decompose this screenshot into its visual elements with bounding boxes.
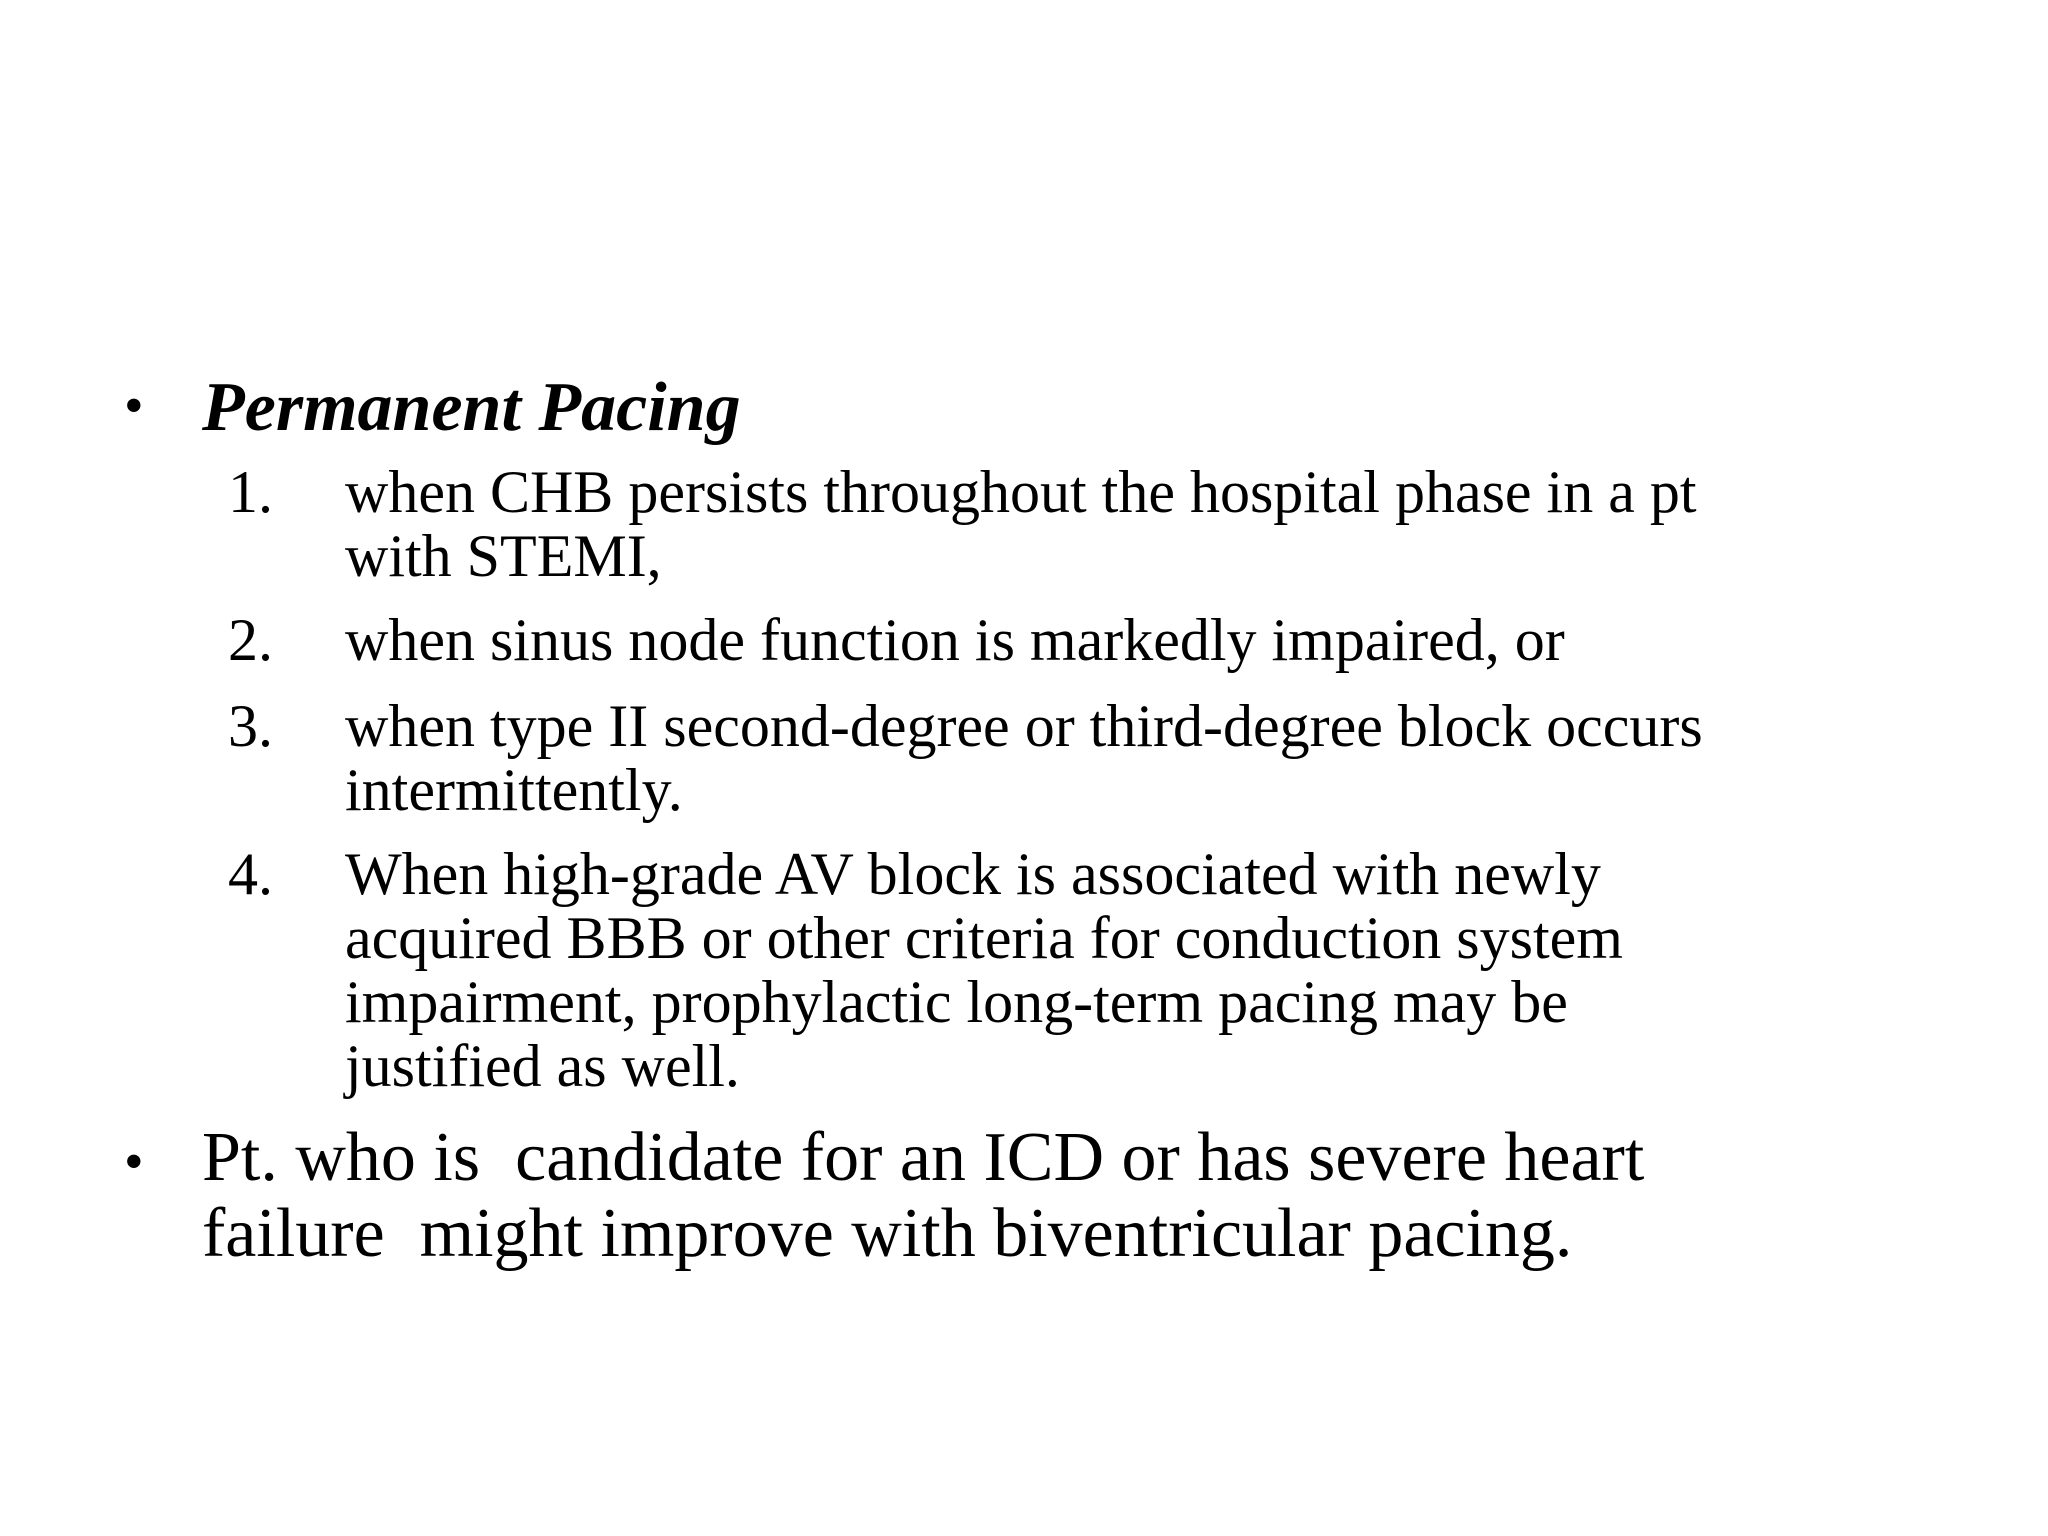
list-item-number: 1. (228, 459, 273, 525)
list-item-number: 3. (228, 693, 273, 759)
bullet-marker: • (124, 375, 144, 437)
list-item-number: 4. (228, 841, 273, 907)
list-item-text: when type II second-degree or third-degree block occurs intermittently. (345, 693, 1703, 823)
bullet-body: Pt. who is candidate for an ICD or has severe heart failure might improve with biventricular pacing. (202, 1119, 1645, 1272)
bullet-heading: Permanent Pacing (202, 369, 741, 446)
list-item-text: when CHB persists throughout the hospital phase in a pt with STEMI, (345, 459, 1697, 589)
list-item-text: When high-grade AV block is associated with newly acquired BBB or other criteria for conduction system impairment, prophylactic long-term pacing may be justified as well. (345, 841, 1623, 1099)
list-item-text: when sinus node function is markedly impaired, or (345, 607, 1565, 673)
list-item-number: 2. (228, 607, 273, 673)
bullet-marker: • (124, 1131, 144, 1193)
